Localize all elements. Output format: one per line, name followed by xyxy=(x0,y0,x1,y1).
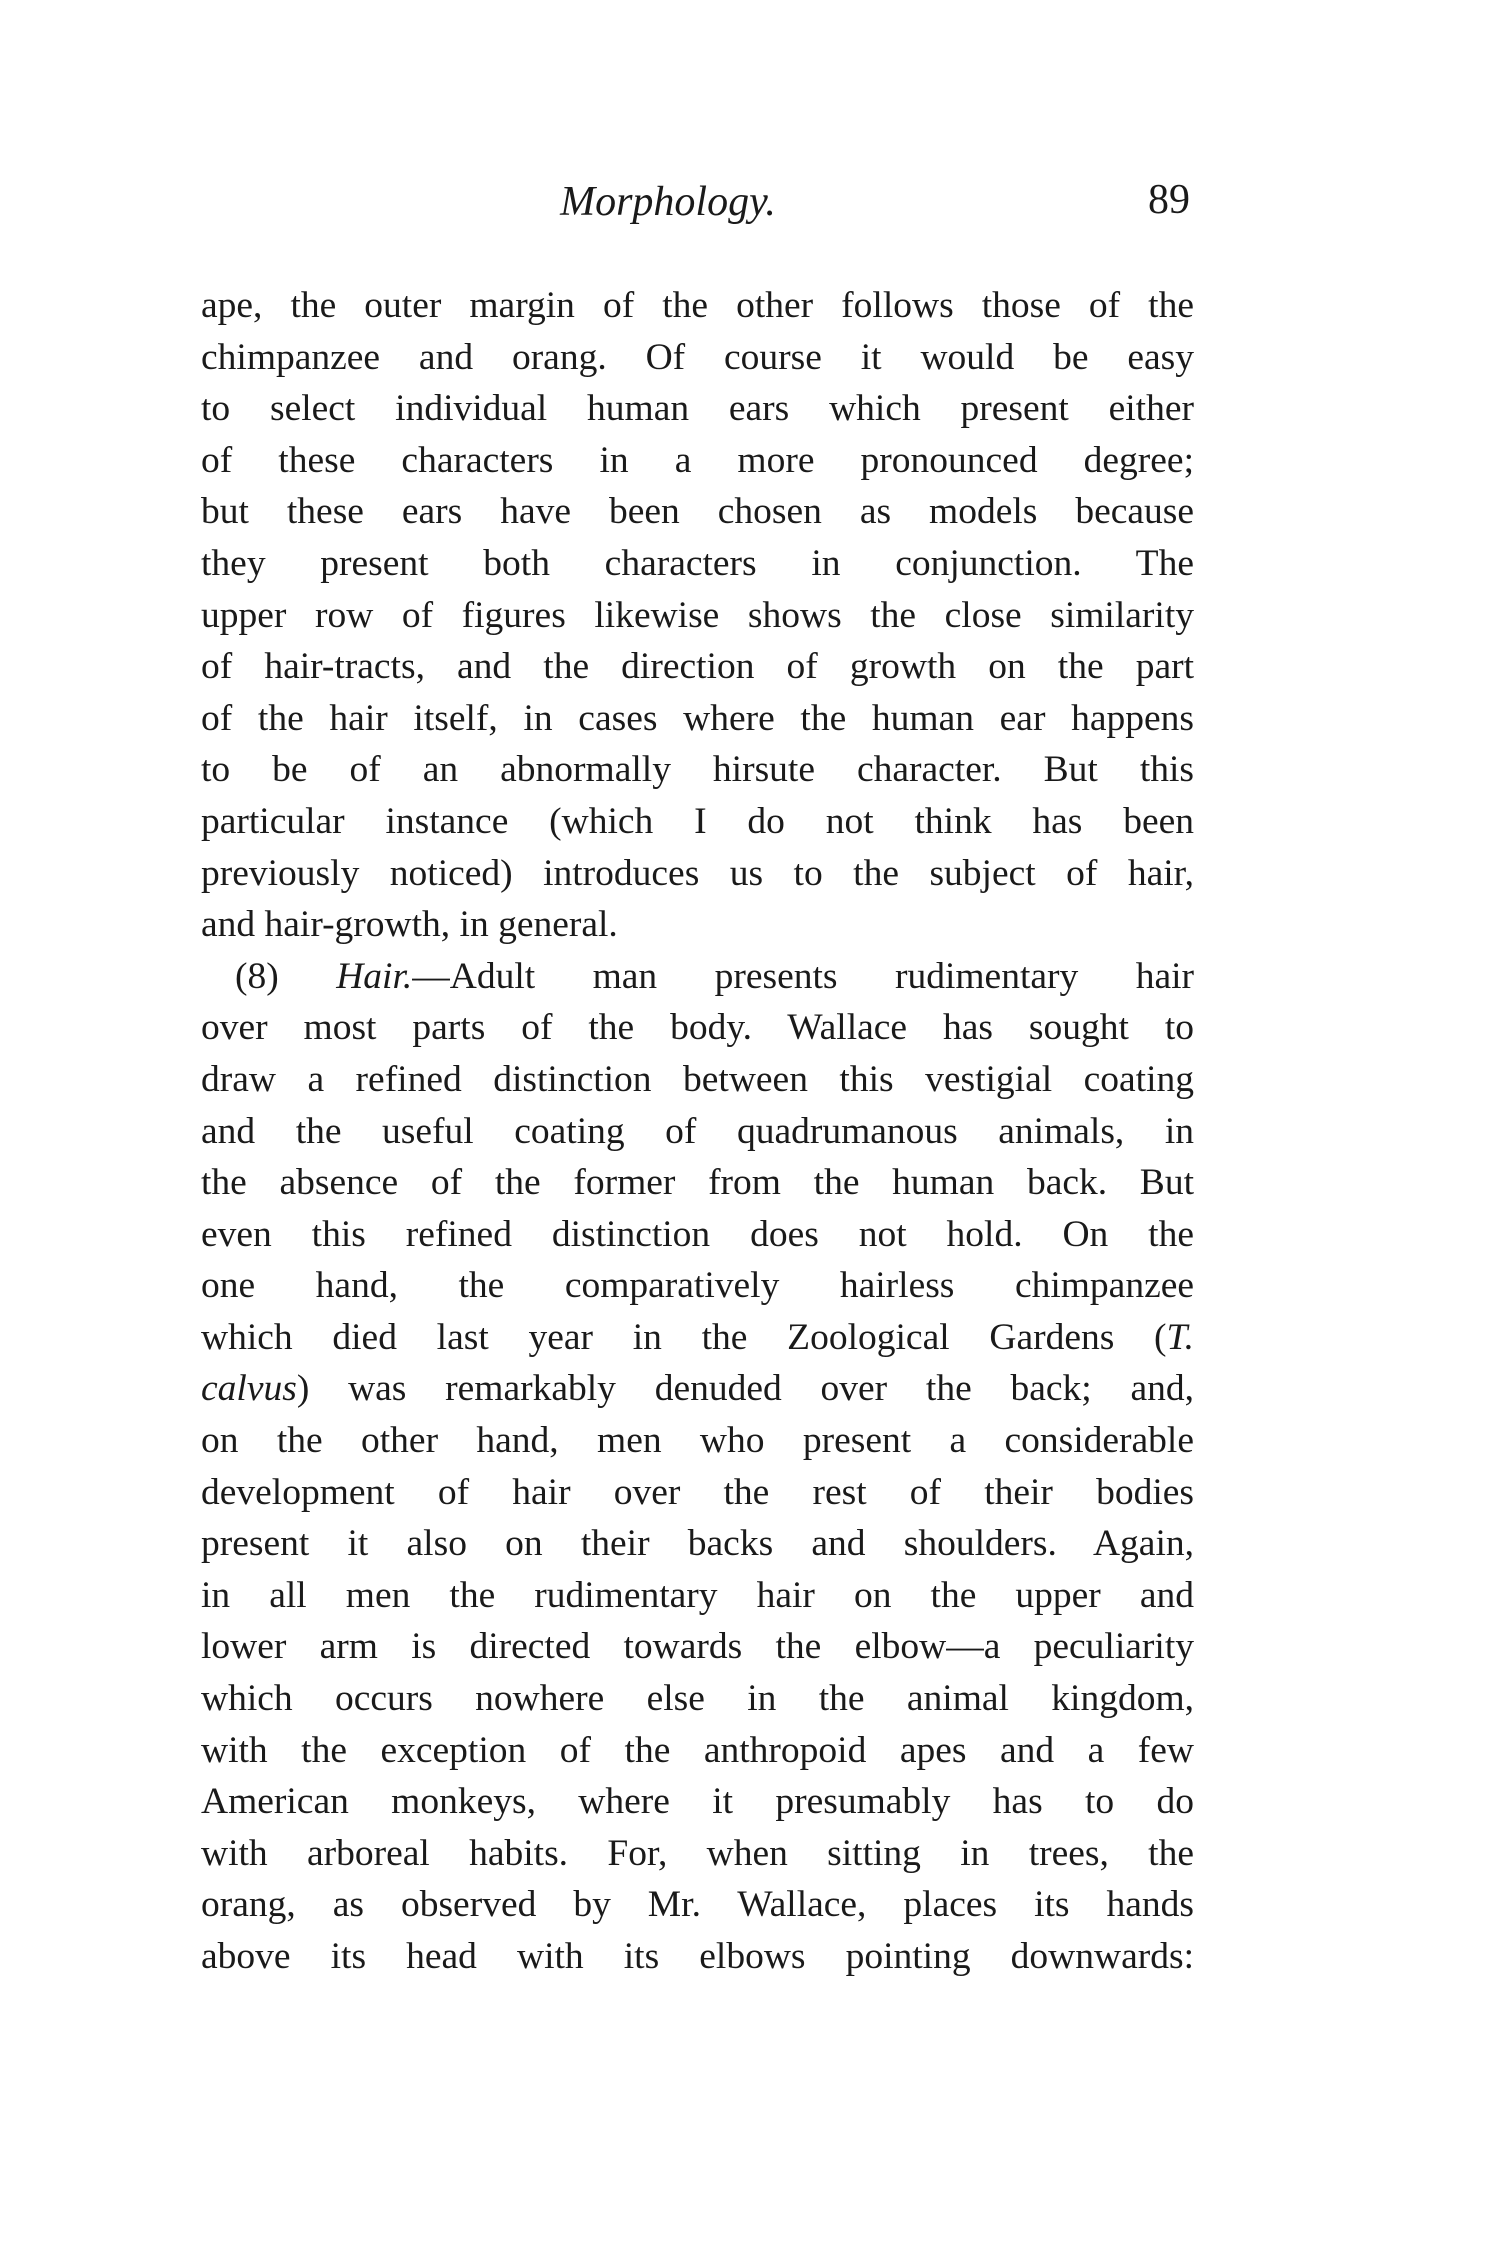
text-line xyxy=(201,1570,1194,1622)
text-line xyxy=(201,693,1194,745)
text-line xyxy=(201,796,1194,848)
page-number: 89 xyxy=(1148,177,1190,223)
text-span: of the hair itself, in cases where the human ear happens xyxy=(201,697,1194,739)
text-line xyxy=(201,1518,1194,1570)
text-line xyxy=(201,280,1194,332)
text-span: ) was remarkably denuded over the back; and, xyxy=(296,1368,1194,1410)
text-span: to select individual human ears which present either xyxy=(201,388,1194,430)
text-span: in all men the rudimentary hair on the upper and xyxy=(201,1574,1194,1616)
text-span: which died last year in the Zoological Gardens ( xyxy=(201,1316,1167,1358)
text-line xyxy=(201,899,1194,951)
text-span: over most parts of the body. Wallace has sought to xyxy=(201,1007,1194,1049)
text-line xyxy=(201,1002,1194,1054)
text-span: to be of an abnormally hirsute character. But this xyxy=(201,749,1194,791)
text-span: —Adult man presents rudimentary hair xyxy=(412,955,1194,997)
text-line xyxy=(201,1931,1194,1983)
text-line xyxy=(201,1312,1194,1364)
text-span: development of hair over the rest of their bodies xyxy=(201,1471,1194,1513)
text-line xyxy=(201,383,1194,435)
text-span: of hair-tracts, and the direction of growth on the part xyxy=(201,646,1194,688)
text-span: on the other hand, men who present a considerable xyxy=(201,1420,1194,1462)
text-span: previously noticed) introduces us to the subject of hair, xyxy=(201,852,1194,894)
text-span: orang, as observed by Mr. Wallace, places its hands xyxy=(201,1884,1194,1926)
text-line xyxy=(201,1209,1194,1261)
text-span: chimpanzee and orang. Of course it would be easy xyxy=(201,336,1194,378)
text-line xyxy=(201,1725,1194,1777)
text-line xyxy=(201,1828,1194,1880)
text-line xyxy=(201,538,1194,590)
text-span: and hair-growth, in general. xyxy=(201,904,618,946)
text-span: present it also on their backs and shoulders. Again, xyxy=(201,1523,1194,1565)
text-line xyxy=(201,435,1194,487)
text-line xyxy=(201,332,1194,384)
text-line xyxy=(201,951,1194,1003)
text-span: draw a refined distinction between this vestigial coating xyxy=(201,1058,1194,1100)
text-span: (8) xyxy=(235,955,337,997)
text-line xyxy=(201,590,1194,642)
text-span: with arboreal habits. For, when sitting in trees, the xyxy=(201,1832,1194,1874)
text-line xyxy=(201,486,1194,538)
text-line xyxy=(201,641,1194,693)
text-line xyxy=(201,1467,1194,1519)
text-span: one hand, the comparatively hairless chimpanzee xyxy=(201,1265,1194,1307)
italic-text: calvus xyxy=(201,1368,297,1410)
italic-text: Hair. xyxy=(336,955,413,997)
text-span: upper row of figures likewise shows the close similarity xyxy=(201,594,1194,636)
chapter-title: Morphology. xyxy=(560,179,776,225)
text-line xyxy=(201,1260,1194,1312)
italic-text: T. xyxy=(1166,1316,1194,1358)
text-span: lower arm is directed towards the elbow—a peculiarity xyxy=(201,1626,1194,1668)
text-span: American monkeys, where it presumably has to do xyxy=(201,1781,1194,1823)
text-span: and the useful coating of quadrumanous animals, in xyxy=(201,1110,1194,1152)
text-span: even this refined distinction does not hold. On the xyxy=(201,1213,1194,1255)
text-line xyxy=(201,1106,1194,1158)
text-span: which occurs nowhere else in the animal kingdom, xyxy=(201,1678,1194,1720)
text-span: ape, the outer margin of the other follows those of the xyxy=(201,285,1194,326)
text-line xyxy=(201,1363,1194,1415)
text-line xyxy=(201,1054,1194,1106)
text-span: above its head with its elbows pointing downwards: xyxy=(201,1936,1194,1977)
body-text xyxy=(201,280,1194,1983)
text-line xyxy=(201,1621,1194,1673)
text-span: of these characters in a more pronounced degree; xyxy=(201,439,1194,481)
text-line xyxy=(201,1776,1194,1828)
text-line xyxy=(201,744,1194,796)
text-line xyxy=(201,1673,1194,1725)
text-span: particular instance (which I do not think has been xyxy=(201,800,1194,842)
text-span: they present both characters in conjunction. The xyxy=(201,542,1194,584)
text-span: with the exception of the anthropoid apes and a few xyxy=(201,1729,1194,1771)
text-line xyxy=(201,1879,1194,1931)
text-line xyxy=(201,1157,1194,1209)
text-line xyxy=(201,848,1194,900)
text-span: the absence of the former from the human back. But xyxy=(201,1162,1194,1204)
text-span: but these ears have been chosen as models because xyxy=(201,491,1194,533)
text-line xyxy=(201,1415,1194,1467)
